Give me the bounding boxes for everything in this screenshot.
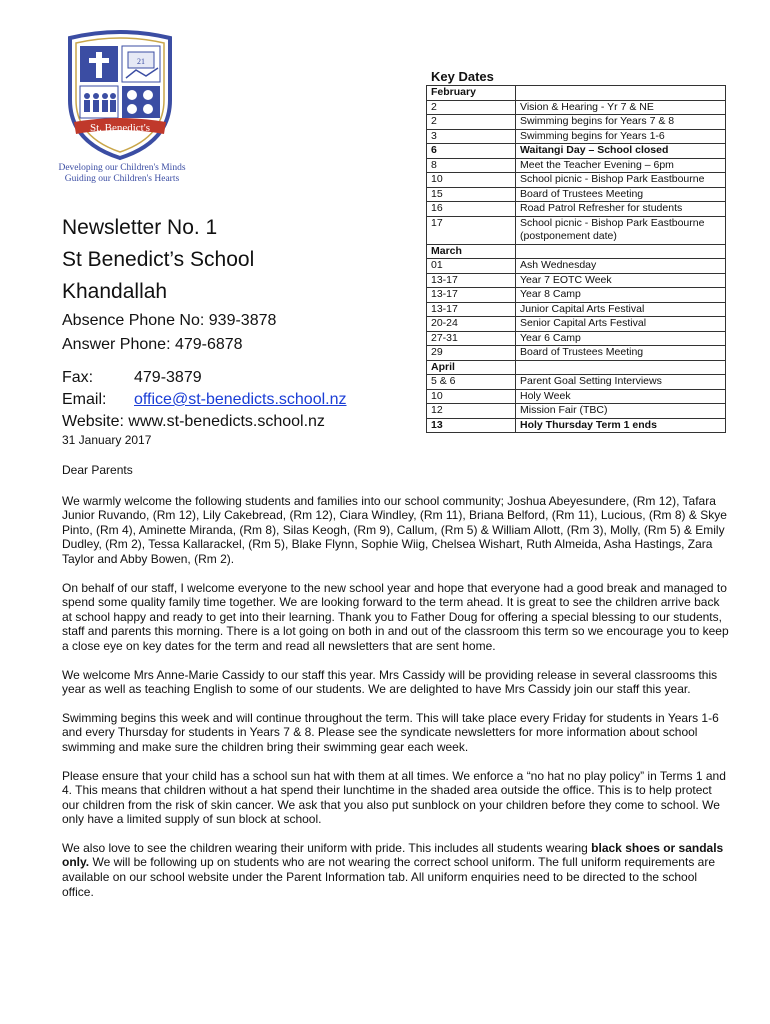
newsletter-date: 31 January 2017 xyxy=(62,433,152,447)
key-date-row xyxy=(427,144,726,159)
key-date-row xyxy=(427,216,726,244)
key-date-row xyxy=(427,302,726,317)
key-date-date: 6 xyxy=(427,144,516,159)
key-date-date: 01 xyxy=(427,259,516,274)
tagline-line-1: Developing our Children's Minds xyxy=(58,163,186,173)
key-date-row xyxy=(427,273,726,288)
email-link[interactable]: office@st-benedicts.school.nz xyxy=(134,391,347,408)
key-date-row xyxy=(427,375,726,390)
key-date-event: Year 7 EOTC Week xyxy=(516,273,726,288)
key-date-event: Holy Thursday Term 1 ends xyxy=(516,418,726,433)
key-date-row xyxy=(427,129,726,144)
key-date-event: Parent Goal Setting Interviews xyxy=(516,375,726,390)
key-dates-month-row xyxy=(427,86,726,101)
key-date-event: Year 8 Camp xyxy=(516,288,726,303)
key-date-event: School picnic - Bishop Park Eastbourne xyxy=(516,173,726,188)
school-crest-icon xyxy=(60,30,180,162)
key-dates-month-row xyxy=(427,244,726,259)
key-date-date: 16 xyxy=(427,202,516,217)
key-date-date: 10 xyxy=(427,389,516,404)
paragraph-new-year: On behalf of our staff, I welcome everyone to the new school year and hope that everyone had a good break and managed to spend some quality family time together. We are looking forward to the term ahead. It is great to see the children arrive back at school happy and ready to get into their learning. Thank you to Father Doug for offering a special blessing to our students, staff and parents this morning. There is a lot going on both in and out of the classroom this term so we encourage you to keep a close eye on key dates for the term and read all newsletters that are sent home. xyxy=(62,580,729,653)
key-date-row xyxy=(427,187,726,202)
key-date-date: 13-17 xyxy=(427,288,516,303)
letter-body xyxy=(62,463,730,913)
key-date-event: Junior Capital Arts Festival xyxy=(516,302,726,317)
website-text: Website: www.st-benedicts.school.nz xyxy=(62,413,325,430)
month-name: February xyxy=(427,86,516,101)
key-date-event: Year 6 Camp xyxy=(516,331,726,346)
uniform-text-bold: black shoes or sandals only. xyxy=(62,840,724,870)
key-date-row xyxy=(427,346,726,361)
key-dates-month-row xyxy=(427,360,726,375)
key-date-row xyxy=(427,317,726,332)
key-date-date: 13 xyxy=(427,418,516,433)
key-date-row xyxy=(427,404,726,419)
key-date-date: 29 xyxy=(427,346,516,361)
absence-phone: Absence Phone No: 939-3878 xyxy=(62,312,277,329)
key-date-date: 13-17 xyxy=(427,302,516,317)
key-date-date: 17 xyxy=(427,216,516,244)
key-date-event: Waitangi Day – School closed xyxy=(516,144,726,159)
key-date-row xyxy=(427,259,726,274)
key-date-date: 3 xyxy=(427,129,516,144)
key-date-date: 13-17 xyxy=(427,273,516,288)
school-logo xyxy=(58,30,186,184)
key-date-event: Board of Trustees Meeting xyxy=(516,187,726,202)
key-date-date: 15 xyxy=(427,187,516,202)
key-date-date: 2 xyxy=(427,100,516,115)
key-date-row xyxy=(427,173,726,188)
key-date-date: 2 xyxy=(427,115,516,130)
key-date-date: 12 xyxy=(427,404,516,419)
month-spacer xyxy=(516,244,726,259)
uniform-text-end: We will be following up on students who are not wearing the correct school uniform. The full uniform requirements are available on our school website under the Parent Information tab. All uniform enquiries need to be directed to the school office. xyxy=(62,855,715,899)
key-date-event: Meet the Teacher Evening – 6pm xyxy=(516,158,726,173)
school-name-banner: St. Benedict's xyxy=(89,122,151,134)
key-date-row xyxy=(427,202,726,217)
paragraph-swimming: Swimming begins this week and will continue throughout the term. This will take place every Friday for students in Years 1-6 and every Thursday for students in Years 7 & 8. Please see the syndicate newsletters for more information about school swimming and make sure the children bring their swimming gear each week. xyxy=(62,710,719,754)
key-date-date: 8 xyxy=(427,158,516,173)
key-date-event: Swimming begins for Years 1-6 xyxy=(516,129,726,144)
newsletter-title: Newsletter No. 1 xyxy=(62,216,218,239)
key-date-event: Board of Trustees Meeting xyxy=(516,346,726,361)
badge-number: 21 xyxy=(137,57,145,66)
school-location: Khandallah xyxy=(62,280,168,303)
key-date-event: Ash Wednesday xyxy=(516,259,726,274)
uniform-text-start: We also love to see the children wearing their uniform with pride. This includes all students wearing xyxy=(62,840,592,855)
answer-phone: Answer Phone: 479-6878 xyxy=(62,336,243,353)
fax-label: Fax: xyxy=(62,369,94,386)
key-date-date: 27-31 xyxy=(427,331,516,346)
tagline-line-2: Guiding our Children's Hearts xyxy=(64,174,180,184)
key-date-event: School picnic - Bishop Park Eastbourne (postponement date) xyxy=(516,216,726,244)
letter-greeting: Dear Parents xyxy=(62,463,133,477)
key-dates-table xyxy=(426,85,726,433)
key-date-event: Holy Week xyxy=(516,389,726,404)
logo-tagline xyxy=(46,163,198,185)
key-dates-panel xyxy=(426,69,726,433)
paragraph-welcome-students: We warmly welcome the following students and families into our school community; Joshua Abeyesundere, (Rm 12), Tafara Junior Ruvando, (Rm 12), Lily Cakebread, (Rm 12), Ciara Windley, (Rm 11), Briana Belford, (Rm 11), Lucious, (Rm 8) & Skye Pinto, (Rm 4), Aminette Miranda, (Rm 8), Silas Keogh, (Rm 9), Callum, (Rm 5) & William Allott, (Rm 3), Molly, (Rm 5) & Emily Dudley, (Rm 2), Tessa Kallarackel, (Rm 5), Blake Flynn, Sophie Wiig, Chelsea Wishart, Ruth Almeida, Asha Hastings, Zara Taylor and Abby Bowen, (Rm 2). xyxy=(62,493,727,566)
fax-row xyxy=(62,367,412,389)
key-date-event: Road Patrol Refresher for students xyxy=(516,202,726,217)
key-date-date: 20-24 xyxy=(427,317,516,332)
paragraph-sun-hats: Please ensure that your child has a school sun hat with them at all times. We enforce a “no hat no play policy” in Terms 1 and 4. This means that children without a hat spend their lunchtime in the shaded area outside the office. This is to help protect our children from the risk of skin cancer. We ask that you also put sunblock on your children before they come to school. We only have a limited supply of sun block at school. xyxy=(62,768,726,827)
newsletter-header xyxy=(62,215,412,433)
month-name: March xyxy=(427,244,516,259)
key-date-row xyxy=(427,158,726,173)
key-date-event: Swimming begins for Years 7 & 8 xyxy=(516,115,726,130)
key-date-date: 10 xyxy=(427,173,516,188)
key-date-event: Senior Capital Arts Festival xyxy=(516,317,726,332)
key-dates-title: Key Dates xyxy=(431,69,494,84)
key-date-date: 5 & 6 xyxy=(427,375,516,390)
key-date-row xyxy=(427,389,726,404)
key-date-row xyxy=(427,288,726,303)
key-date-row xyxy=(427,418,726,433)
month-spacer xyxy=(516,86,726,101)
month-spacer xyxy=(516,360,726,375)
key-date-row xyxy=(427,331,726,346)
key-date-event: Vision & Hearing - Yr 7 & NE xyxy=(516,100,726,115)
email-row xyxy=(62,389,412,411)
school-name: St Benedict’s School xyxy=(62,248,255,271)
key-date-event: Mission Fair (TBC) xyxy=(516,404,726,419)
fax-value: 479-3879 xyxy=(134,369,202,386)
key-date-row xyxy=(427,115,726,130)
key-date-row xyxy=(427,100,726,115)
paragraph-uniform xyxy=(62,841,730,899)
month-name: April xyxy=(427,360,516,375)
paragraph-new-staff: We welcome Mrs Anne-Marie Cassidy to our staff this year. Mrs Cassidy will be providing release in several classrooms this year as well as teaching English to some of our students. We are delighted to have Mrs Cassidy join our staff this year. xyxy=(62,667,718,697)
email-label: Email: xyxy=(62,391,107,408)
